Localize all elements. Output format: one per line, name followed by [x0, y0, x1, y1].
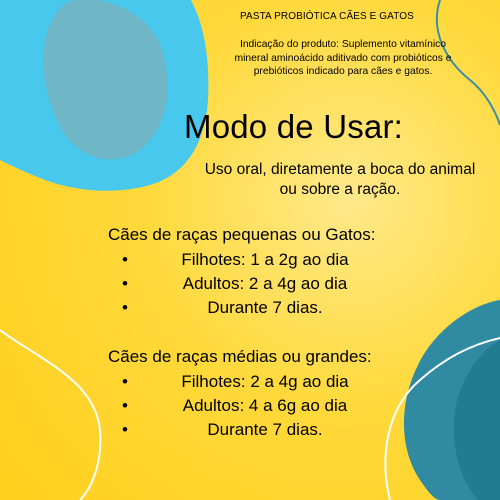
usage-instructions: [170, 160, 500, 200]
dosage-item: Durante 7 dias.: [207, 298, 323, 317]
dosage-item: Adultos: 4 a 6g ao dia: [182, 396, 348, 415]
dosage-item: Filhotes: 2 a 4g ao dia: [181, 372, 349, 391]
bullet: •: [122, 298, 128, 317]
bullet: •: [122, 420, 128, 439]
bullet: •: [122, 372, 128, 391]
product-indication: [198, 38, 488, 79]
indication-line: Indicação do produto: Suplemento vitamínico: [239, 39, 447, 50]
product-title: PASTA PROBIÓTICA CÃES E GATOS: [240, 11, 414, 22]
usage-line: ou sobre a ração.: [279, 181, 401, 198]
dosage-item: Adultos: 2 a 4g ao dia: [182, 274, 348, 293]
dosage-item: Filhotes: 1 a 2g ao dia: [181, 250, 349, 269]
usage-line: Uso oral, diretamente a boca do animal: [204, 161, 476, 178]
group-title-medium-large-breeds: Cães de raças médias ou grandes:: [108, 347, 372, 366]
bullet: •: [122, 396, 128, 415]
bullet: •: [122, 250, 128, 269]
bullet: •: [122, 274, 128, 293]
group-title-small-breeds: Cães de raças pequenas ou Gatos:: [108, 225, 376, 244]
indication-line: mineral aminoácido aditivado com probióticos e: [234, 52, 452, 64]
dosage-item: Durante 7 dias.: [207, 420, 323, 439]
usage-heading: Modo de Usar:: [184, 108, 404, 145]
indication-line: prebióticos indicado para cães e gatos.: [253, 66, 433, 77]
thin-curve-bottom-left: [0, 330, 100, 500]
